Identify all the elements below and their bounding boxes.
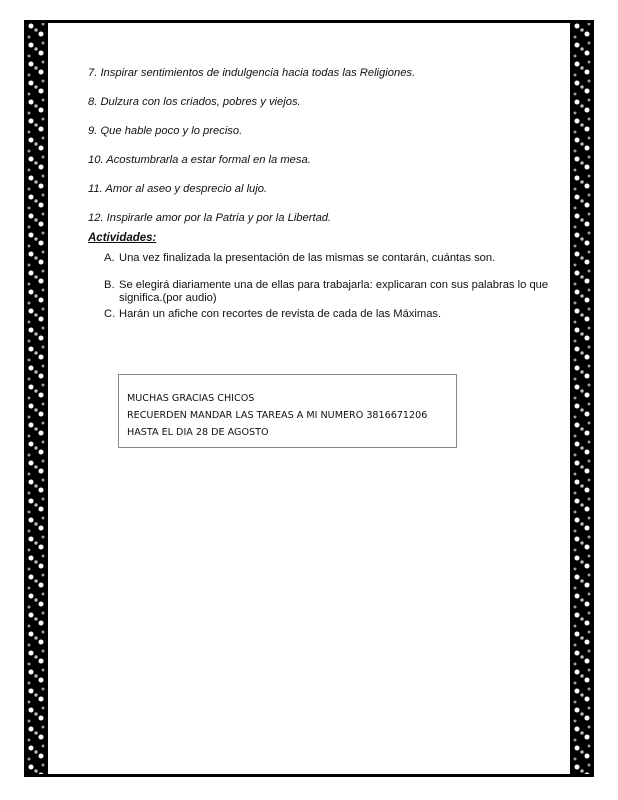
notice-line-deadline: HASTA EL DIA 28 DE AGOSTO: [127, 427, 269, 438]
activity-letter: A.: [104, 252, 115, 264]
notice-box: [118, 374, 457, 448]
maxim-8: 8. Dulzura con los criados, pobres y viejos.: [88, 96, 301, 108]
activity-text: Se elegirá diariamente una de ellas para trabajarla: explicaran con sus palabras lo que significa.(por audio): [119, 278, 549, 304]
activities-heading: Actividades:: [88, 232, 157, 244]
activity-item-a: [88, 252, 558, 266]
maxim-11: 11. Amor al aseo y desprecio al lujo.: [88, 183, 268, 195]
maxim-10: 10. Acostumbrarla a estar formal en la mesa.: [88, 154, 311, 166]
activities-list: [88, 252, 558, 321]
maxim-9: 9. Que hable poco y lo preciso.: [88, 125, 243, 137]
border-top-line: [24, 20, 594, 23]
maxim-7: 7. Inspirar sentimientos de indulgencia hacia todas las Religiones.: [88, 67, 416, 79]
activity-item-b: [88, 279, 558, 306]
decorative-border-left: [24, 20, 48, 777]
activity-letter: C.: [104, 307, 116, 320]
notice-line-thanks: MUCHAS GRACIAS CHICOS: [127, 393, 255, 404]
activity-text: Una vez finalizada la presentación de las mismas se contarán, cuántas son.: [119, 252, 496, 264]
activity-text: Harán un afiche con recortes de revista de cada de las Máximas.: [119, 307, 442, 320]
maxim-12: 12. Inspirarle amor por la Patria y por la Libertad.: [88, 212, 332, 224]
activity-item-c: [88, 308, 558, 322]
decorative-border-right: [570, 20, 594, 777]
activity-letter: B.: [104, 278, 115, 291]
notice-line-reminder: RECUERDEN MANDAR LAS TAREAS A MI NUMERO 3816671206: [127, 410, 428, 421]
document-body: [88, 66, 558, 334]
border-bottom-line: [24, 774, 594, 777]
